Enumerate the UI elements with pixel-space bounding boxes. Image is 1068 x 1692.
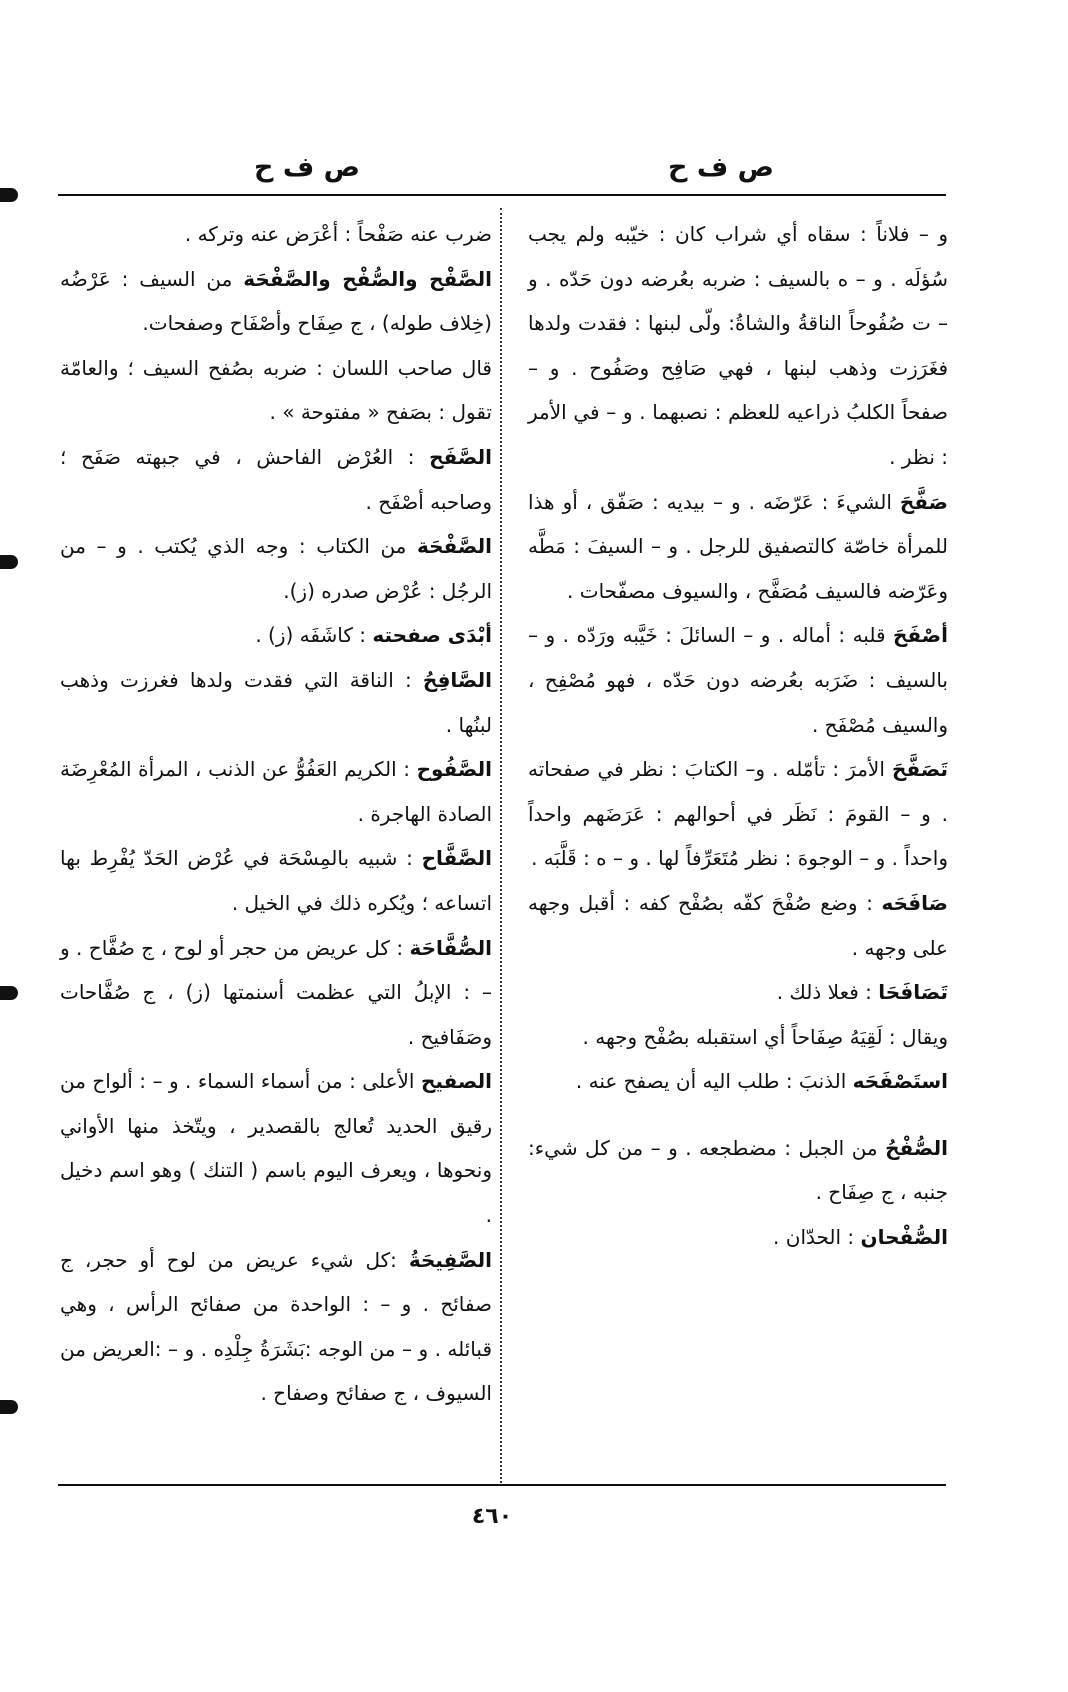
entry <box>60 524 492 613</box>
entry-headword: الصَّفَّاح <box>421 846 492 871</box>
entry <box>60 747 492 836</box>
entry-text: الأمرَ : تأمّله . و– الكتابَ : نظر في صفحاته . و – القومَ : نَظَر في أحوالهم : عَرَضَهم واحداً واحداً . و – الوجوهَ : نظر مُتَعَرِّفاً لها . و – ه : قَلَّبَه . <box>528 757 948 871</box>
entry-text: : الحدّان . <box>773 1225 861 1250</box>
entry-headword: صَافَحَه <box>881 890 948 915</box>
scan-edge-mark <box>0 1400 18 1414</box>
entry <box>60 613 492 658</box>
entry-text: : العُرْض الفاحش ، في جبهته صَفَح ؛ وصاحبه أصْفَح . <box>60 444 492 514</box>
entry <box>528 212 948 480</box>
entry <box>60 926 492 1060</box>
entry <box>528 747 948 881</box>
entry <box>60 435 492 524</box>
entry <box>528 1215 948 1260</box>
entry-text: : الناقة التي فقدت ولدها فغرزت وذهب لبنُها . <box>60 667 492 737</box>
header-rule <box>58 194 946 196</box>
entry-text: قلبه : أماله . و – السائلَ : خَيَّبه ورَدّه . و – بالسيف : ضَرَبه بعُرضه دون حَدّه ، فهو مُصْفِح ، والسيف مُصْفَح . <box>528 623 948 737</box>
entry-text: الذنبَ : طلب اليه أن يصفح عنه . <box>575 1069 853 1094</box>
entry-headword: الصَّفَح <box>429 444 492 469</box>
entry-text: ضرب عنه صَفْحاً : أعْرَض عنه وتركه . <box>184 222 492 246</box>
scan-edge-mark <box>0 555 18 569</box>
entry-headword: الصَّفْح والصُّفْح والصَّفْحَة <box>243 266 492 291</box>
entry-text: قال صاحب اللسان : ضربه بصُفح السيف ؛ والعامّة تقول : بصَفح « مفتوحة » . <box>60 355 492 425</box>
entry-text: : الكريم العَفُوُّ عن الذنب ، المرأة المُعْرِضَة الصادة الهاجرة . <box>60 757 492 826</box>
scan-edge-mark <box>0 986 18 1000</box>
entry-headword: الصَّافِحُ <box>422 667 492 692</box>
footer-rule <box>58 1484 946 1486</box>
entry <box>60 212 492 257</box>
entry-text: و – فلاناً : سقاه أي شراب كان : خيّبه ولم يجب سُؤلَه . و – ه بالسيف : ضربه بعُرضه دون حَدّه . و – ت صُفُوحاً الناقةُ والشاةُ: ولّى لبنها : فقدت ولدها فغَرَزت وذهب لبنها ، فهي صَافِح وصَفُوح . و – صفحاً الكلبُ ذراعيه للعظم : نصبهما . و – في الأمر : نظر . <box>528 222 948 469</box>
entry <box>528 1059 948 1104</box>
entry-text: من الجبل : مضطجعه . و – من كل شيء: جنبه ، ج صِفَاح . <box>528 1135 948 1205</box>
entry-text: : فعلا ذلك . <box>776 980 879 1005</box>
entry-headword: تَصَفَّحَ <box>891 757 948 782</box>
running-head-right: ص ف ح <box>668 152 774 183</box>
entry-headword: الصُّفْحان <box>860 1225 948 1250</box>
entry-text: : كل عريض من حجر أو لوح ، ج صُفَّاح . و – : الإبلُ التي عظمت أسنمتها (ز) ، ج صُفَّاحات وصَفَافيح . <box>60 935 492 1049</box>
entry-headword: الصُّفَّاحَة <box>409 935 492 960</box>
entry-headword: أصْفَحَ <box>893 623 948 648</box>
entry-headword: الصَّفِيحَةُ <box>408 1247 492 1272</box>
entry <box>528 1126 948 1215</box>
entry-text: :كل شيء عريض من لوح أو حجر، ج صفائح . و – : الواحدة من صفائح الرأس ، وهي قبائله . و – من الوجه :بَشَرَةُ جِلْدِه . و – :العريض من السيوف ، ج صفائح وصفاح . <box>60 1247 492 1406</box>
entry-text: ويقال : لَقِيَهُ صِفَاحاً أي استقبله بصُفْح وجهه . <box>582 1024 948 1049</box>
entry <box>528 970 948 1015</box>
entry <box>528 881 948 970</box>
entry <box>60 836 492 925</box>
entry <box>528 1015 948 1060</box>
entry-headword: الصُّفْحُ <box>885 1135 948 1160</box>
entry <box>60 658 492 747</box>
scan-edge-mark <box>0 188 18 202</box>
entry-text: من السيف : عَرْضُه (خِلاف طوله) ، ج صِفَاح وأصْفَاح وصفحات. <box>60 266 492 336</box>
entry-headword: صَفَّحَ <box>899 489 948 514</box>
entry-headword: استَصْفَحَه <box>852 1069 948 1094</box>
entry <box>60 346 492 435</box>
entry-headword: أبْدَى صفحته <box>372 623 492 648</box>
entry <box>60 257 492 346</box>
entry-text: الأعلى : من أسماء السماء . و – : ألواح من رقيق الحديد تُعالج بالقصدير ، ويتّخذ منها الأواني ونحوها ، ويعرف اليوم باسم ( التنك ) وهو اسم دخيل . <box>60 1069 492 1228</box>
left-column <box>60 212 492 1416</box>
entry <box>60 1059 492 1237</box>
page-number: ٤٦٠ <box>471 1504 513 1529</box>
entry-headword: تَصَافَحَا <box>878 980 948 1005</box>
running-head-left: ص ف ح <box>254 152 360 183</box>
entry-text: : وضع صُفْحَ كفّه بصُفْح كفه : أقبل وجهه على وجهه . <box>528 890 948 960</box>
entry-text: : كاشَفَه (ز) . <box>255 623 373 648</box>
entry <box>528 480 948 614</box>
entry-text: من الكتاب : وجه الذي يُكتب . و – من الرجُل : عُرْض صدره (ز). <box>60 534 492 603</box>
right-column <box>528 212 948 1260</box>
column-divider <box>500 208 502 1483</box>
entry-headword: الصَّفْحَة <box>416 534 492 559</box>
entry-headword: الصَّفُوح <box>416 757 492 782</box>
entry-headword: الصفيح <box>420 1069 492 1094</box>
entry-text: الشيءَ : عَرّضَه . و – بيديه : صَفّق ، أو هذا للمرأة خاصّة كالتصفيق للرجل . و – السيفَ : مَطَّه وعَرّضه فالسيف مُصَفَّح ، والسيوف مصفّحات . <box>528 489 948 603</box>
entry <box>528 613 948 747</box>
entry-text: : شبيه بالمِسْحَة في عُرْض الحَدّ يُفْرِط بها اتساعه ؛ ويُكره ذلك في الخيل . <box>60 846 492 915</box>
entry <box>60 1238 492 1416</box>
